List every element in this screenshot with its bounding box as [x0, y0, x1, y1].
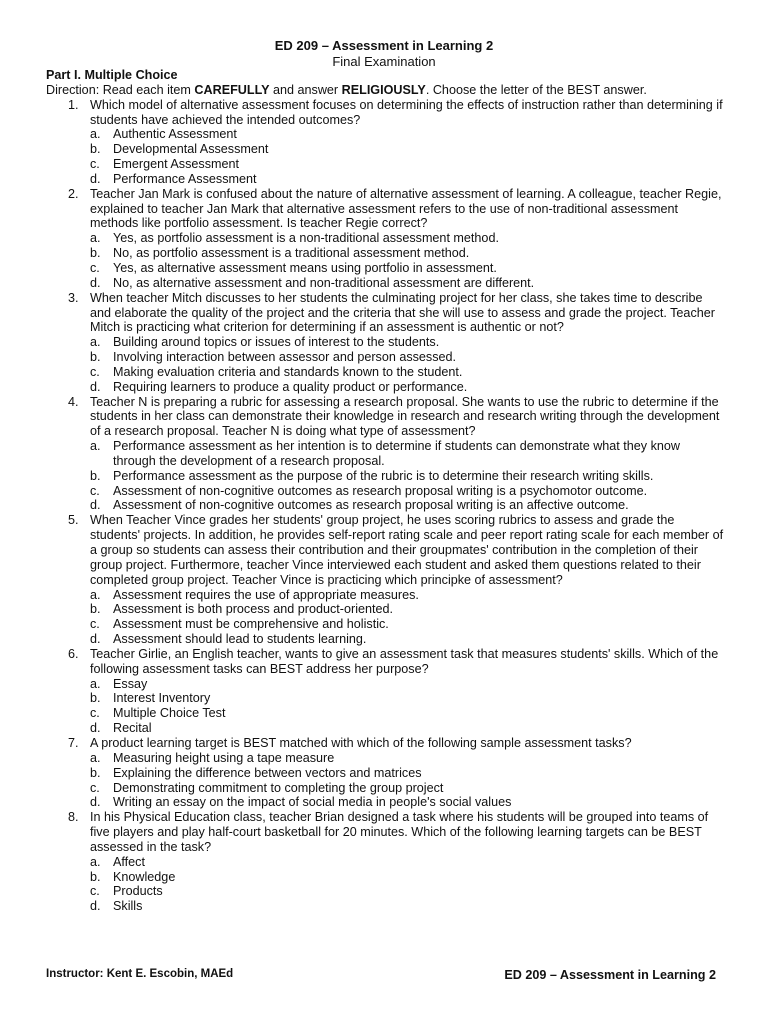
option-item: [90, 602, 726, 617]
option-letter: c.: [90, 780, 100, 795]
option-letter: b.: [90, 602, 101, 617]
option-text: Assessment must be comprehensive and holistic.: [113, 617, 389, 632]
option-text: Assessment should lead to students learning.: [113, 632, 367, 647]
option-list: [90, 588, 726, 647]
option-letter: a.: [90, 587, 101, 602]
question-text: When teacher Mitch discusses to her students the culminating project for her class, she takes time to describe and elaborate the quality of the project and the criteria that she will use to assess and grade the project. Teacher Mitch is practicing what criterion for determining if an assessment is authentic or not?: [90, 290, 715, 335]
option-text: Writing an essay on the impact of social media in people's social values: [113, 795, 512, 810]
option-text: Requiring learners to produce a quality product or performance.: [113, 379, 468, 394]
option-text: Explaining the difference between vectors and matrices: [113, 765, 422, 780]
question-text: Which model of alternative assessment focuses on determining the effects of instruction rather than determining if students have achieved the intended outcomes?: [90, 97, 723, 127]
option-text: No, as portfolio assessment is a traditional assessment method.: [113, 246, 470, 261]
option-list: [90, 231, 726, 290]
option-letter: c.: [90, 706, 100, 721]
exam-content: [46, 68, 726, 914]
option-item: [90, 691, 726, 706]
question-item: [46, 291, 726, 395]
question-text: In his Physical Education class, teacher Brian designed a task where his students will be grouped into teams of five players and play half-court basketball for 20 minutes. Which of the following learning targets can be BEST assessed in the task?: [90, 810, 709, 854]
option-item: [90, 677, 726, 692]
option-item: [90, 617, 726, 632]
option-text: Recital: [113, 721, 152, 736]
question-item: [46, 187, 726, 291]
option-item: [90, 172, 726, 187]
option-text: Demonstrating commitment to completing the group project: [113, 780, 444, 795]
question-number: 2.: [68, 186, 79, 201]
option-text: Performance assessment as her intention is to determine if students can demonstrate what they know through the development of a research proposal.: [113, 439, 681, 468]
option-list: [90, 751, 726, 810]
option-text: Authentic Assessment: [113, 127, 237, 142]
option-item: [90, 261, 726, 276]
option-letter: a.: [90, 854, 101, 869]
question-number: 8.: [68, 810, 79, 825]
option-letter: b.: [90, 468, 101, 483]
option-letter: a.: [90, 750, 101, 765]
option-item: [90, 766, 726, 781]
question-item: [46, 98, 726, 187]
option-letter: b.: [90, 246, 101, 261]
option-text: Multiple Choice Test: [113, 706, 226, 721]
question-item: [46, 513, 726, 647]
option-list: [90, 127, 726, 186]
question-number: 7.: [68, 735, 79, 750]
option-item: [90, 365, 726, 380]
exam-subtitle: Final Examination: [332, 54, 436, 69]
option-text: Knowledge: [113, 869, 176, 884]
question-text: Teacher Girlie, an English teacher, wants to give an assessment task that measures students' skills. Which of the following assessment tasks can BEST address her purpose?: [90, 646, 719, 676]
option-text: Yes, as alternative assessment means using portfolio in assessment.: [113, 260, 497, 275]
option-letter: a.: [90, 231, 101, 246]
option-item: [90, 484, 726, 499]
question-text: Teacher N is preparing a rubric for assessing a research proposal. She wants to use the rubric to determine if the students in her class can demonstrate their knowledge in research and research writing through the development of a research proposal. Teacher N is doing what type of assessment?: [90, 394, 720, 439]
option-letter: a.: [90, 127, 101, 142]
option-item: [90, 127, 726, 142]
exam-header: [0, 38, 768, 70]
question-item: [46, 647, 726, 736]
option-list: [90, 677, 726, 736]
option-letter: c.: [90, 260, 100, 275]
option-letter: c.: [90, 483, 100, 498]
option-item: [90, 632, 726, 647]
option-letter: c.: [90, 884, 100, 899]
question-text: Teacher Jan Mark is confused about the nature of alternative assessment of learning. A colleague, teacher Regie, explained to teacher Jan Mark that alternative assessment refers to the use of non-traditional assessment methods like portfolio assessment. Is teacher Regie correct?: [90, 186, 722, 231]
option-list: [90, 855, 726, 914]
option-item: [90, 751, 726, 766]
question-item: [46, 810, 726, 914]
option-text: Interest Inventory: [113, 691, 211, 706]
option-text: Building around topics or issues of interest to the students.: [113, 335, 440, 350]
option-item: [90, 899, 726, 914]
direction-emphasis-1: CAREFULLY: [194, 82, 270, 97]
option-item: [90, 855, 726, 870]
footer-course: ED 209 – Assessment in Learning 2: [504, 968, 716, 982]
option-letter: d.: [90, 721, 101, 736]
option-item: [90, 142, 726, 157]
question-number: 5.: [68, 513, 79, 528]
direction-post: . Choose the letter of the BEST answer.: [425, 82, 647, 97]
question-list: [46, 98, 726, 914]
direction-emphasis-2: RELIGIOUSLY: [341, 82, 426, 97]
option-text: Performance Assessment: [113, 171, 257, 186]
option-text: No, as alternative assessment and non-traditional assessment are different.: [113, 275, 535, 290]
option-text: Essay: [113, 676, 148, 691]
option-text: Involving interaction between assessor and person assessed.: [113, 350, 457, 365]
option-text: Products: [113, 884, 163, 899]
option-item: [90, 157, 726, 172]
option-item: [90, 246, 726, 261]
question-number: 6.: [68, 646, 79, 661]
direction-mid: and answer: [269, 82, 342, 97]
exam-title: ED 209 – Assessment in Learning 2: [274, 38, 494, 53]
question-item: [46, 736, 726, 810]
question-text: When Teacher Vince grades her students' group project, he uses scoring rubrics to assess and grade the students' projects. In addition, he provides self-report rating scale and peer report rating scale for each member of a group so students can assess their contribution and their groupmates' contribution in the completion of their group project. Furthermore, teacher Vince interviewed each student and asked them questions related to their completed group project. Teacher Vince is practicing which principke of assessment?: [90, 513, 724, 587]
option-letter: b.: [90, 350, 101, 365]
option-letter: c.: [90, 364, 100, 379]
option-list: [90, 439, 726, 513]
question-number: 4.: [68, 394, 79, 409]
option-text: Measuring height using a tape measure: [113, 750, 335, 765]
option-letter: d.: [90, 171, 101, 186]
option-letter: b.: [90, 691, 101, 706]
option-item: [90, 706, 726, 721]
option-text: Performance assessment as the purpose of the rubric is to determine their research writing skills.: [113, 468, 654, 483]
option-text: Developmental Assessment: [113, 142, 269, 157]
option-letter: b.: [90, 765, 101, 780]
question-number: 3.: [68, 290, 79, 305]
page-footer: [46, 968, 716, 984]
option-letter: c.: [90, 157, 100, 172]
option-letter: a.: [90, 335, 101, 350]
option-item: [90, 781, 726, 796]
option-letter: a.: [90, 676, 101, 691]
option-item: [90, 870, 726, 885]
footer-instructor: Instructor: Kent E. Escobin, MAEd: [46, 968, 234, 980]
option-letter: d.: [90, 379, 101, 394]
option-letter: b.: [90, 142, 101, 157]
option-list: [90, 335, 726, 394]
option-item: [90, 276, 726, 291]
question-item: [46, 395, 726, 514]
option-item: [90, 380, 726, 395]
option-letter: c.: [90, 617, 100, 632]
question-text: A product learning target is BEST matched with which of the following sample assessment tasks?: [90, 735, 632, 750]
option-letter: d.: [90, 899, 101, 914]
question-number: 1.: [68, 97, 79, 112]
option-letter: a.: [90, 439, 101, 454]
option-item: [90, 588, 726, 603]
option-text: Assessment is both process and product-oriented.: [113, 602, 394, 617]
option-item: [90, 231, 726, 246]
option-item: [90, 498, 726, 513]
direction-pre: Direction: Read each item: [46, 82, 195, 97]
option-text: Emergent Assessment: [113, 157, 239, 172]
part-title: Part I. Multiple Choice: [46, 68, 178, 82]
option-item: [90, 721, 726, 736]
option-letter: d.: [90, 498, 101, 513]
option-item: [90, 335, 726, 350]
option-text: Assessment requires the use of appropriate measures.: [113, 587, 419, 602]
option-item: [90, 350, 726, 365]
option-text: Affect: [113, 854, 145, 869]
option-letter: d.: [90, 632, 101, 647]
option-item: [90, 469, 726, 484]
option-letter: d.: [90, 795, 101, 810]
option-text: Skills: [113, 899, 143, 914]
option-item: [90, 884, 726, 899]
option-letter: b.: [90, 869, 101, 884]
direction: [46, 83, 726, 98]
option-item: [90, 439, 726, 469]
option-text: Assessment of non-cognitive outcomes as research proposal writing is an affective outcome.: [113, 498, 629, 513]
option-text: Assessment of non-cognitive outcomes as research proposal writing is a psychomotor outcome.: [113, 483, 648, 498]
option-item: [90, 795, 726, 810]
option-text: Making evaluation criteria and standards known to the student.: [113, 364, 463, 379]
option-letter: d.: [90, 275, 101, 290]
option-text: Yes, as portfolio assessment is a non-traditional assessment method.: [113, 231, 499, 246]
